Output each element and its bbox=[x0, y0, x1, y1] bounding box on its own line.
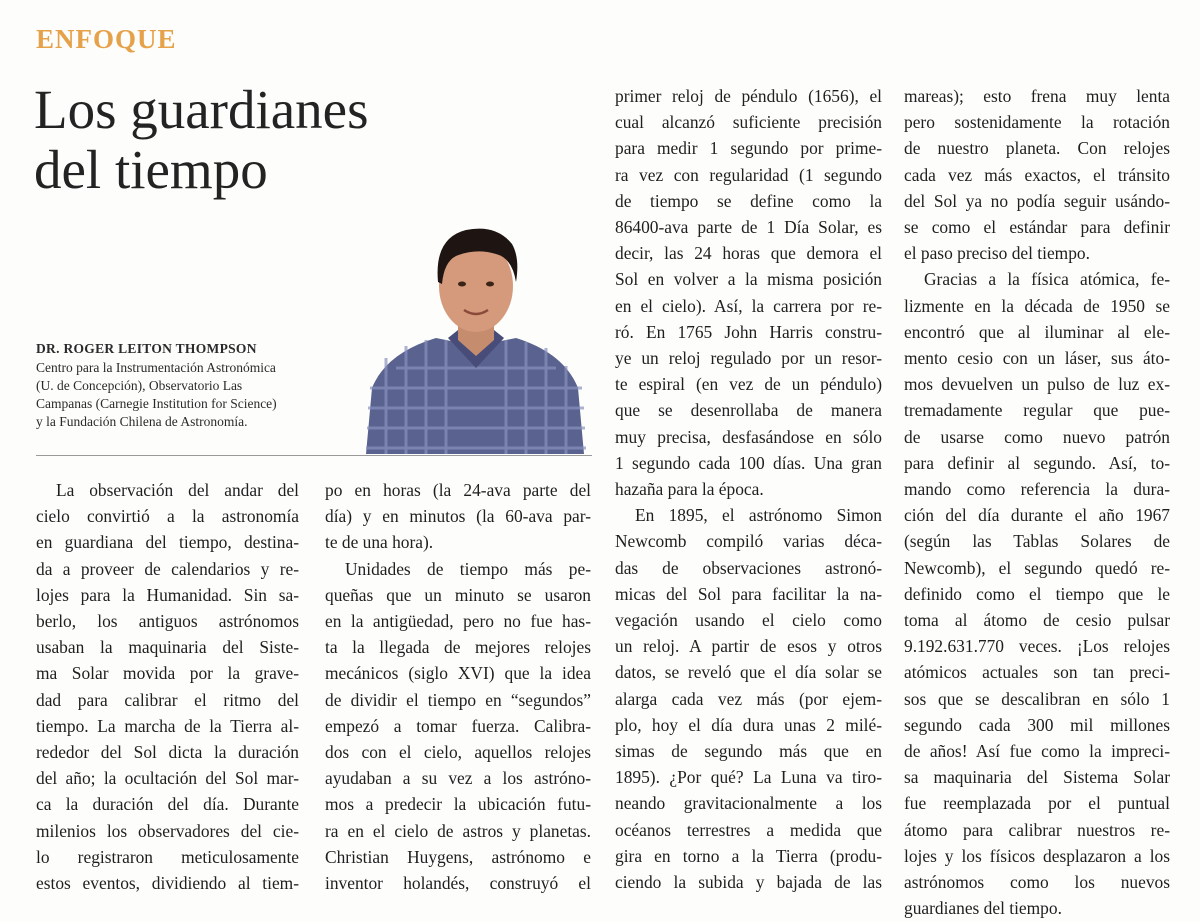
article-line: mos a predecir la ubicación futu- bbox=[325, 794, 591, 815]
article-line: del Sol ya no podía seguir usándo- bbox=[904, 190, 1170, 211]
article-line: dad para calibrar el ritmo del bbox=[36, 689, 299, 710]
article-line: ciendo la subida y bajada de las bbox=[615, 872, 882, 893]
article-line: Gracias a la física atómica, fe- bbox=[924, 269, 1170, 290]
article-line: atómicos actuales son tan preci- bbox=[904, 662, 1170, 683]
article-line: Unidades de tiempo más pe- bbox=[345, 558, 591, 579]
portrait-eye bbox=[458, 282, 466, 287]
article-line: lojes y los físicos desplazaron a los bbox=[904, 845, 1170, 866]
author-block bbox=[36, 340, 336, 431]
article-line: alarga cada vez más (por ejem- bbox=[615, 688, 882, 709]
article-line: tremadamente regular que pue- bbox=[904, 400, 1170, 421]
article-line: ma Solar movida por la grave- bbox=[36, 663, 299, 684]
article-line: micas del Sol para facilitar la na- bbox=[615, 583, 882, 604]
author-affiliation-line: Centro para la Instrumentación Astronómica bbox=[36, 360, 276, 375]
article-line: fue reemplazada por el puntual bbox=[904, 793, 1170, 814]
article-line: para definir al segundo. Así, to- bbox=[904, 452, 1170, 473]
article-line: ró. En 1765 John Harris constru- bbox=[615, 321, 882, 342]
article-line: datos, se reveló que el día solar se bbox=[615, 662, 882, 683]
article-line: guardianes del tiempo. bbox=[904, 898, 1062, 919]
article-line: que se desenrollaba de manera bbox=[615, 400, 882, 421]
divider-rule bbox=[36, 455, 592, 456]
article-line: océanos terrestres a medida que bbox=[615, 819, 882, 840]
article-line: milenios los observadores del cie- bbox=[36, 820, 299, 841]
article-line: mareas); esto frena muy lenta bbox=[904, 86, 1170, 106]
article-line: neando gravitacionalmente a los bbox=[615, 793, 882, 814]
article-line: Sol en volver a la misma posición bbox=[615, 269, 882, 290]
section-tag: ENFOQUE bbox=[36, 24, 177, 54]
article-line: empezó a tomar fuerza. Calibra- bbox=[325, 715, 591, 736]
article-line: pero sostenidamente la rotación bbox=[904, 112, 1170, 133]
article-line: Christian Huygens, astrónomo e bbox=[325, 846, 591, 867]
article-line: (según las Tablas Solares de bbox=[904, 531, 1170, 552]
article-line: astrónomos como los nuevos bbox=[904, 872, 1170, 893]
article-line: de usarse como nuevo patrón bbox=[904, 426, 1170, 447]
article-line: mecánicos (siglo XVI) que la idea bbox=[325, 663, 591, 684]
article-line: te espiral (en vez de un péndulo) bbox=[615, 374, 882, 395]
article-line: ayudaban a su vez a los astróno- bbox=[325, 768, 591, 789]
article-line: po en horas (la 24-ava parte del bbox=[325, 480, 591, 500]
article-line: de nuestro planeta. Con relojes bbox=[904, 138, 1170, 159]
article-line: sa maquinaria del Sistema Solar bbox=[904, 767, 1170, 788]
article-line: lizmente en la década de 1950 se bbox=[904, 295, 1170, 316]
article-line: usaban la maquinaria del Siste- bbox=[36, 637, 299, 658]
article-line: ra vez con regularidad (1 segundo bbox=[615, 164, 882, 185]
author-name: DR. ROGER LEITON THOMPSON bbox=[36, 341, 257, 356]
article-line: 1895). ¿Por qué? La Luna va tiro- bbox=[615, 767, 882, 788]
article-line: da a proveer de calendarios y re- bbox=[36, 558, 299, 579]
article-line: del año; la ocultación del Sol mar- bbox=[36, 768, 299, 789]
headline-line: del tiempo bbox=[34, 139, 268, 200]
article-line: 9.192.631.770 veces. ¡Los relojes bbox=[904, 636, 1170, 657]
article-column-3 bbox=[615, 83, 882, 895]
article-line: das de observaciones astronó- bbox=[615, 557, 882, 578]
article-line: primer reloj de péndulo (1656), el bbox=[615, 86, 882, 106]
article-line: encontró que al iluminar al ele- bbox=[904, 321, 1170, 342]
article-line: en guardiana del tiempo, destina- bbox=[36, 532, 299, 553]
article-line: ción del día durante el año 1967 bbox=[904, 505, 1170, 526]
article-line: inventor holandés, construyó el bbox=[325, 873, 591, 894]
article-line: muy precisa, desfasándose en sólo bbox=[615, 426, 882, 447]
article-column-1 bbox=[36, 477, 299, 896]
article-line: te de una hora). bbox=[325, 532, 434, 553]
article-line: plo, hoy el día dura unas 2 milé- bbox=[615, 714, 882, 735]
article-line: de años! Así fue como la impreci- bbox=[904, 741, 1170, 762]
author-affiliation-line: (U. de Concepción), Observatorio Las bbox=[36, 378, 243, 393]
article-line: estos eventos, dividiendo al tiem- bbox=[36, 873, 299, 894]
article-line: cual alcanzó suficiente precisión bbox=[615, 112, 882, 133]
article-line: en el cielo). Así, la carrera por re- bbox=[615, 295, 882, 316]
article-line: sos que se descalibran en sólo 1 bbox=[904, 688, 1170, 709]
article-line: tiempo. La marcha de la Tierra al- bbox=[36, 715, 299, 736]
article-line: se como el estándar para definir bbox=[904, 217, 1170, 238]
article-line: lojes para la Humanidad. Sin sa- bbox=[36, 584, 299, 605]
article-line: ye un reloj regulado por un resor- bbox=[615, 348, 882, 369]
article-line: en la antigüedad, pero no fue has- bbox=[325, 611, 591, 632]
article-line: definido como el tiempo que le bbox=[904, 583, 1170, 604]
article-line: mos devuelven un pulso de luz ex- bbox=[904, 374, 1170, 395]
article-line: el paso preciso del tiempo. bbox=[904, 243, 1090, 264]
article-line: Newcomb), el segundo quedó re- bbox=[904, 557, 1170, 578]
article-line: mento cesio con un láser, sus áto- bbox=[904, 348, 1170, 369]
article-line: simas de segundo más que en bbox=[615, 741, 882, 762]
article-line: toma al átomo de cesio pulsar bbox=[904, 610, 1170, 631]
article-line: 86400-ava parte de 1 Día Solar, es bbox=[615, 217, 882, 238]
article-line: segundo cada 300 mil millones bbox=[904, 714, 1170, 735]
article-line: berlo, los antiguos astrónomos bbox=[36, 611, 299, 632]
author-portrait bbox=[366, 218, 586, 454]
article-line: rededor del Sol dicta la duración bbox=[36, 742, 299, 763]
article-line: ra en el cielo de astros y planetas. bbox=[325, 820, 591, 841]
article-column-2 bbox=[325, 477, 591, 896]
article-line: átomo para calibrar nuestros re- bbox=[904, 819, 1170, 840]
article-column-4 bbox=[904, 83, 1170, 922]
article-line: decir, las 24 horas que demora el bbox=[615, 243, 882, 264]
article-line: de tiempo se define como la bbox=[615, 190, 882, 211]
article-line: para medir 1 segundo por prime- bbox=[615, 138, 882, 159]
article-line: hazaña para la época. bbox=[615, 479, 764, 500]
article-line: gira en torno a la Tierra (produ- bbox=[615, 845, 882, 866]
headline-line: Los guardianes bbox=[34, 79, 369, 140]
author-affiliation-line: Campanas (Carnegie Institution for Science) bbox=[36, 396, 277, 411]
article-line: queñas que un minuto se usaron bbox=[325, 584, 591, 605]
article-line: ta la llegada de mejores relojes bbox=[325, 637, 591, 658]
article-line: Newcomb compiló varias déca- bbox=[615, 531, 882, 552]
article-line: cada vez más exactos, el tránsito bbox=[904, 164, 1170, 185]
author-affiliation-line: y la Fundación Chilena de Astronomía. bbox=[36, 414, 248, 429]
portrait-eye bbox=[486, 282, 494, 287]
article-line: La observación del andar del bbox=[56, 480, 299, 500]
article-line: mando como referencia la dura- bbox=[904, 479, 1170, 500]
article-line: 1 segundo cada 100 días. Una gran bbox=[615, 452, 882, 473]
article-line: lo registraron meticulosamente bbox=[36, 846, 299, 867]
article-line: dos con el cielo, aquellos relojes bbox=[325, 742, 591, 763]
article-line: cielo convirtió a la astronomía bbox=[36, 506, 299, 527]
article-line: ca la duración del día. Durante bbox=[36, 794, 299, 815]
article-line: En 1895, el astrónomo Simon bbox=[635, 505, 882, 526]
article-line: de dividir el tiempo en “segundos” bbox=[325, 689, 591, 710]
headline bbox=[34, 80, 594, 200]
article-line: un reloj. A partir de esos y otros bbox=[615, 636, 882, 657]
article-line: vegación usando el cielo como bbox=[615, 610, 882, 631]
article-line: día) y en minutos (la 60-ava par- bbox=[325, 506, 591, 527]
